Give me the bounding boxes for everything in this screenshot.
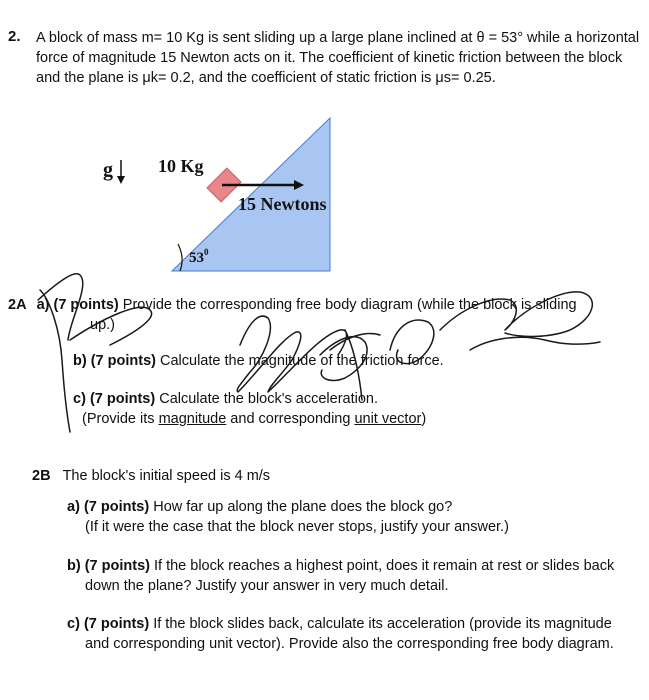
part-2b-b-text: If the block reaches a highest point, does it remain at rest or slides back bbox=[154, 558, 615, 574]
part-2a-c-note-magnitude: magnitude bbox=[158, 411, 227, 427]
part-2a-a-continuation: up.) bbox=[90, 317, 115, 333]
part-2b-c-points: (7 points) bbox=[83, 616, 150, 632]
part-2b-label: 2B bbox=[32, 468, 51, 484]
intro-line-2: force of magnitude 15 Newton acts on it. The coefficient of kinetic friction between the block bbox=[36, 50, 623, 66]
part-2b-a-text: How far up along the plane does the block go? bbox=[153, 499, 453, 515]
part-2a-c-note-mid: and corresponding bbox=[226, 411, 355, 427]
part-2a-c-note-pre: (Provide its bbox=[82, 411, 159, 427]
part-2b-item-a bbox=[67, 497, 452, 517]
part-2b-c-continuation: and corresponding unit vector). Provide also the corresponding free body diagram. bbox=[85, 636, 614, 652]
part-2b-a-points: (7 points) bbox=[83, 499, 150, 515]
part-2b-b-label: b) bbox=[67, 558, 81, 574]
part-2b-item-c bbox=[67, 614, 612, 634]
problem-number: 2. bbox=[8, 28, 21, 45]
part-2b-c-text: If the block slides back, calculate its acceleration (provide its magnitude bbox=[153, 616, 612, 632]
force-label: 15 Newtons bbox=[238, 194, 327, 214]
part-2a-c-text: Calculate the block's acceleration. bbox=[159, 391, 378, 407]
part-2a-b-text: Calculate the magnitude of the friction force. bbox=[160, 353, 444, 369]
part-2a-item-a bbox=[8, 295, 577, 315]
part-2a-c-label: c) bbox=[73, 391, 86, 407]
part-2a-a-points: (7 points) bbox=[53, 297, 119, 313]
g-label: g bbox=[103, 159, 113, 181]
part-2b-a-label: a) bbox=[67, 499, 80, 515]
part-2a-c-points: (7 points) bbox=[89, 391, 156, 407]
part-2a-b-label: b) bbox=[73, 353, 87, 369]
part-2a-item-c bbox=[73, 389, 378, 409]
part-2a-b-points: (7 points) bbox=[90, 353, 156, 369]
part-2a-c-note bbox=[82, 409, 426, 429]
intro-line-1: A block of mass m= 10 Kg is sent sliding up a large plane inclined at θ = 53° while a horizontal bbox=[36, 30, 640, 46]
part-2a-a-text: Provide the corresponding free body diagram (while the block is sliding bbox=[122, 297, 577, 313]
part-2b-b-continuation: down the plane? Justify your answer in very much detail. bbox=[85, 578, 449, 594]
part-2b-intro bbox=[32, 466, 270, 486]
mass-label: 10 Kg bbox=[158, 156, 204, 176]
part-2a-item-b bbox=[73, 351, 444, 371]
part-2a-label: 2A bbox=[8, 297, 27, 313]
part-2b-intro-text: The block's initial speed is 4 m/s bbox=[62, 468, 271, 484]
gravity-arrowhead bbox=[117, 176, 125, 184]
part-2a-c-note-post: ) bbox=[421, 411, 427, 427]
angle-value: 53 bbox=[189, 250, 204, 266]
part-2a-a-label: a) bbox=[36, 297, 50, 313]
part-2a-c-note-unit-vector: unit vector bbox=[354, 411, 422, 427]
angle-degree: 0 bbox=[204, 247, 209, 257]
intro-line-3: and the plane is μk= 0.2, and the coefficient of static friction is μs= 0.25. bbox=[36, 70, 496, 86]
part-2b-a-note: (If it were the case that the block never stops, justify your answer.) bbox=[85, 519, 509, 535]
part-2b-c-label: c) bbox=[67, 616, 80, 632]
part-2b-item-b bbox=[67, 556, 614, 576]
part-2b-b-points: (7 points) bbox=[84, 558, 150, 574]
